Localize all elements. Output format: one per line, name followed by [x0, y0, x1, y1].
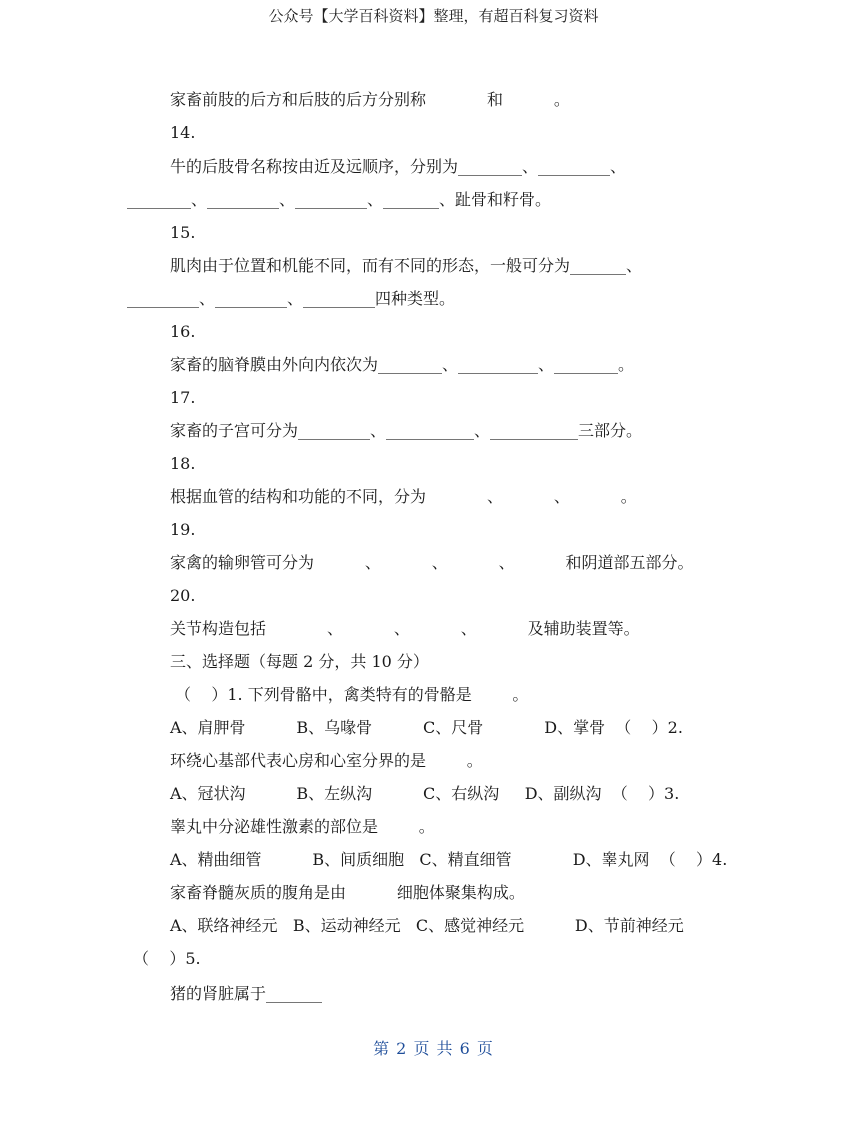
- choice-question: 猪的肾脏属于_______: [170, 984, 323, 1003]
- question-number: 16.: [170, 322, 196, 341]
- choice-question: 睾丸中分泌雄性激素的部位是 。: [170, 817, 435, 836]
- page-number: 第 2 页 共 6 页: [373, 1039, 494, 1058]
- choice-question: （ ）1. 下列骨骼中，禽类特有的骨骼是 。: [175, 685, 529, 704]
- question-line: 牛的后肢骨名称按由近及远顺序，分别为________、_________、: [170, 157, 627, 176]
- question-line: 家禽的输卵管可分为 、 、 、 和阴道部五部分。: [170, 553, 694, 572]
- question-number: 20.: [170, 586, 196, 605]
- question-number: 18.: [170, 454, 196, 473]
- question-number: 19.: [170, 520, 196, 539]
- question-number: 14.: [170, 123, 196, 142]
- question-line: 根据血管的结构和功能的不同，分为 、 、 。: [170, 487, 637, 506]
- question-line: 家畜前肢的后方和后肢的后方分别称 和 。: [170, 90, 570, 109]
- question-number: 15.: [170, 223, 196, 242]
- question-line: 肌肉由于位置和机能不同，而有不同的形态，一般可分为_______、: [170, 256, 643, 275]
- section-heading: 三、选择题（每题 2 分，共 10 分）: [170, 652, 429, 671]
- page-header: 公众号【大学百科资料】整理，有超百科复习资料: [268, 7, 599, 25]
- choice-options: A、联络神经元 B、运动神经元 C、感觉神经元 D、节前神经元: [170, 916, 684, 935]
- choice-options: A、肩胛骨 B、乌喙骨 C、尺骨 D、掌骨 （ ）2.: [170, 718, 683, 737]
- choice-options: A、精曲细管 B、间质细胞 C、精直细管 D、睾丸网 （ ）4.: [170, 850, 728, 869]
- question-line: 关节构造包括 、 、 、 及辅助装置等。: [170, 619, 640, 638]
- question-number: 17.: [170, 388, 196, 407]
- question-line: 家畜的脑脊膜由外向内依次为________、__________、________。: [170, 355, 635, 374]
- question-line: _________、_________、_________四种类型。: [127, 289, 456, 308]
- question-line: ________、_________、_________、_______、趾骨和籽骨。: [127, 190, 552, 209]
- choice-question: （ ）5.: [133, 949, 201, 968]
- choice-question: 家畜脊髓灰质的腹角是由 细胞体聚集构成。: [170, 883, 525, 902]
- choice-options: A、冠状沟 B、左纵沟 C、右纵沟 D、副纵沟 （ ）3.: [170, 784, 680, 803]
- choice-question: 环绕心基部代表心房和心室分界的是 。: [170, 751, 483, 770]
- question-line: 家畜的子宫可分为_________、___________、___________三部分。: [170, 421, 643, 440]
